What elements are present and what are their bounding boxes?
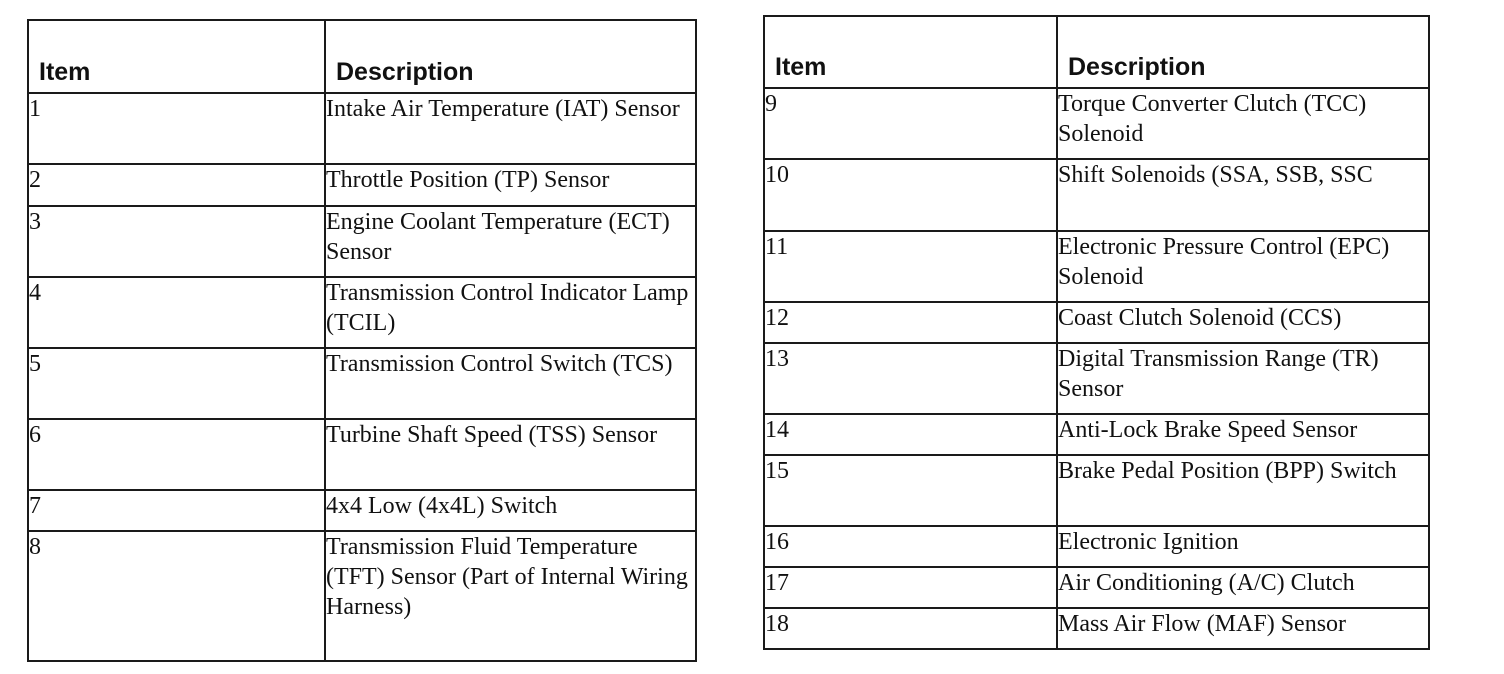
item-number: 2 — [28, 164, 325, 206]
item-number: 18 — [764, 608, 1057, 649]
item-number: 7 — [28, 490, 325, 531]
column-header-item: Item — [764, 16, 1057, 88]
table-row — [764, 343, 1429, 414]
column-header-description: Description — [1057, 16, 1429, 88]
table-row — [28, 490, 696, 531]
column-header-description: Description — [325, 20, 696, 93]
item-number: 1 — [28, 93, 325, 164]
item-description: Transmission Control Switch (TCS) — [325, 348, 696, 419]
item-number: 14 — [764, 414, 1057, 455]
item-number: 17 — [764, 567, 1057, 608]
table-row — [764, 159, 1429, 231]
item-description: Transmission Fluid Temperature (TFT) Sensor (Part of Internal Wiring Harness) — [325, 531, 696, 661]
column-header-item: Item — [28, 20, 325, 93]
item-number: 8 — [28, 531, 325, 661]
item-number: 15 — [764, 455, 1057, 526]
table-row — [28, 277, 696, 348]
table-row — [28, 348, 696, 419]
item-number: 5 — [28, 348, 325, 419]
item-description: Transmission Control Indicator Lamp (TCIL) — [325, 277, 696, 348]
item-number: 13 — [764, 343, 1057, 414]
item-description: Turbine Shaft Speed (TSS) Sensor — [325, 419, 696, 490]
item-description: Coast Clutch Solenoid (CCS) — [1057, 302, 1429, 343]
table-row — [764, 414, 1429, 455]
table-row — [764, 302, 1429, 343]
item-number: 10 — [764, 159, 1057, 231]
item-number: 12 — [764, 302, 1057, 343]
table-row — [764, 567, 1429, 608]
component-legend-table-left — [27, 19, 697, 662]
table-row — [28, 419, 696, 490]
item-description: Torque Converter Clutch (TCC) Solenoid — [1057, 88, 1429, 159]
component-legend-table-right — [763, 15, 1430, 650]
item-number: 4 — [28, 277, 325, 348]
item-number: 9 — [764, 88, 1057, 159]
item-number: 6 — [28, 419, 325, 490]
item-number: 16 — [764, 526, 1057, 567]
table-row — [28, 93, 696, 164]
item-description: Electronic Pressure Control (EPC) Solenoid — [1057, 231, 1429, 302]
item-number: 3 — [28, 206, 325, 277]
item-description: Brake Pedal Position (BPP) Switch — [1057, 455, 1429, 526]
table-row — [764, 231, 1429, 302]
item-description: Engine Coolant Temperature (ECT) Sensor — [325, 206, 696, 277]
item-description: Shift Solenoids (SSA, SSB, SSC — [1057, 159, 1429, 231]
item-description: Anti-Lock Brake Speed Sensor — [1057, 414, 1429, 455]
table-header-row — [764, 16, 1429, 88]
item-description: Mass Air Flow (MAF) Sensor — [1057, 608, 1429, 649]
item-description: 4x4 Low (4x4L) Switch — [325, 490, 696, 531]
table-row — [28, 206, 696, 277]
item-description: Electronic Ignition — [1057, 526, 1429, 567]
item-description: Air Conditioning (A/C) Clutch — [1057, 567, 1429, 608]
table-row — [764, 526, 1429, 567]
item-description: Throttle Position (TP) Sensor — [325, 164, 696, 206]
table-row — [28, 164, 696, 206]
item-number: 11 — [764, 231, 1057, 302]
table-row — [764, 608, 1429, 649]
item-description: Intake Air Temperature (IAT) Sensor — [325, 93, 696, 164]
table-row — [28, 531, 696, 661]
table-row — [764, 455, 1429, 526]
table-row — [764, 88, 1429, 159]
table-header-row — [28, 20, 696, 93]
item-description: Digital Transmission Range (TR) Sensor — [1057, 343, 1429, 414]
